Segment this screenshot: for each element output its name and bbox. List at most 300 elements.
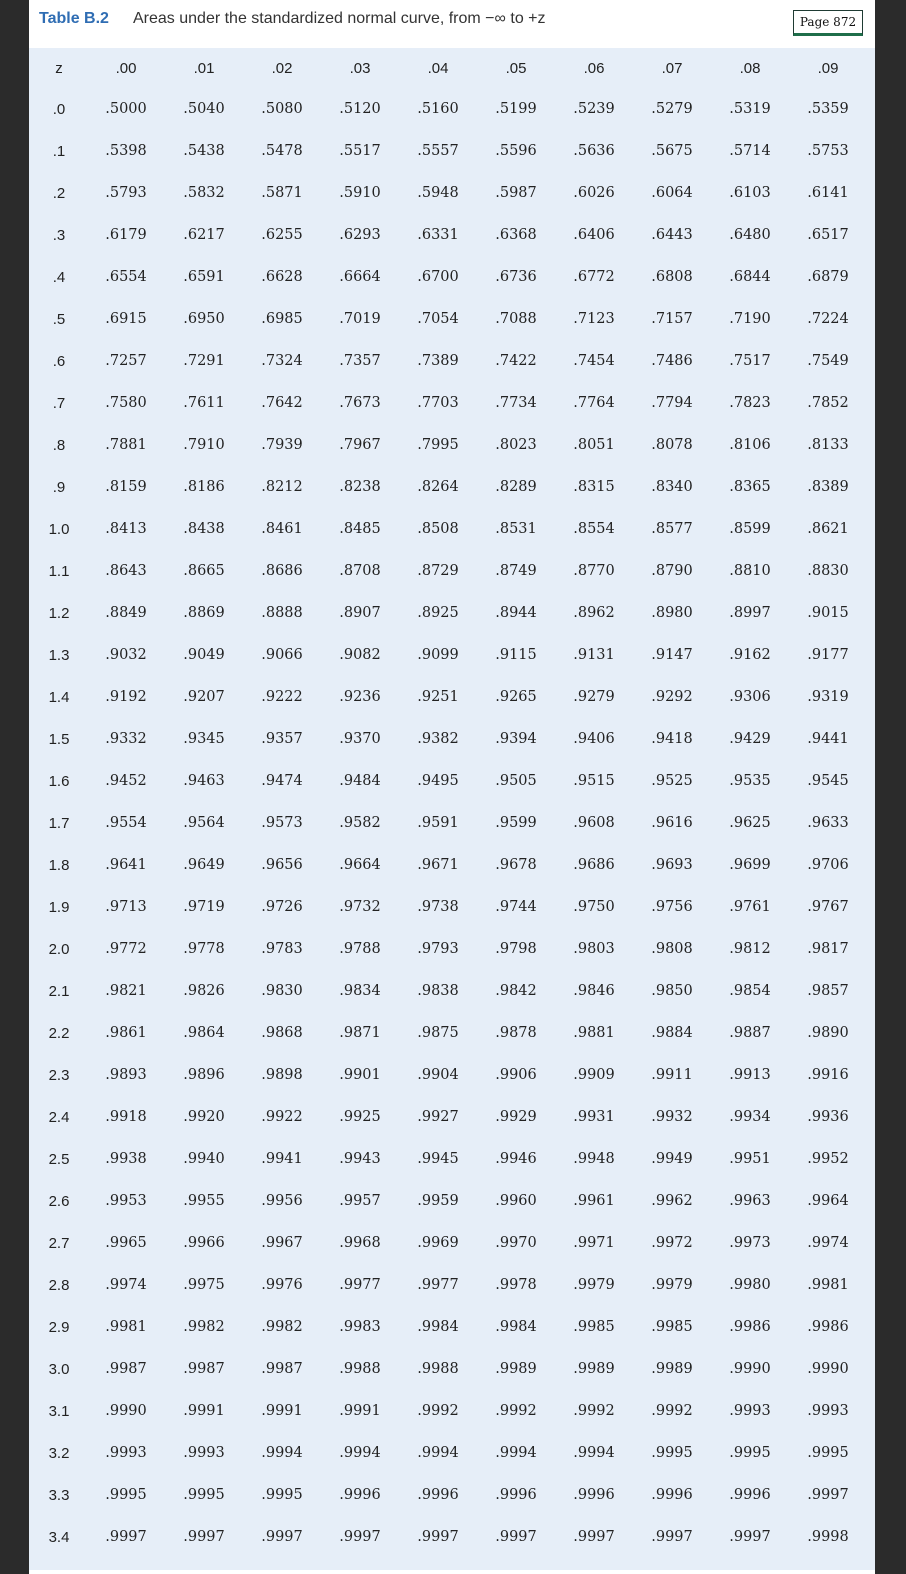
table-caption: Areas under the standardized normal curve, from −∞ to +z [133, 10, 546, 27]
area-value-cell: .9484 [339, 773, 381, 789]
area-value-cell: .6700 [417, 269, 459, 285]
area-value-cell: .6179 [105, 227, 147, 243]
area-value-cell: .9962 [651, 1193, 693, 1209]
area-value-cell: .9850 [651, 983, 693, 999]
area-value-cell: .9994 [261, 1445, 303, 1461]
z-value-cell: 2.4 [48, 1108, 70, 1126]
area-value-cell: .6480 [729, 227, 771, 243]
area-value-cell: .9967 [261, 1235, 303, 1251]
table-row [31, 298, 867, 340]
area-value-cell: .5279 [651, 101, 693, 117]
column-header: .02 [271, 59, 293, 77]
area-value-cell: .9934 [729, 1109, 771, 1125]
area-value-cell: .8365 [729, 479, 771, 495]
area-value-cell: .9970 [495, 1235, 537, 1251]
area-value-cell: .9382 [417, 731, 459, 747]
area-value-cell: .6915 [105, 311, 147, 327]
area-value-cell: .9991 [261, 1403, 303, 1419]
area-value-cell: .9979 [573, 1277, 615, 1293]
area-value-cell: .6255 [261, 227, 303, 243]
area-value-cell: .9945 [417, 1151, 459, 1167]
area-value-cell: .9965 [105, 1235, 147, 1251]
table-row [31, 718, 867, 760]
area-value-cell: .9846 [573, 983, 615, 999]
area-value-cell: .5000 [105, 101, 147, 117]
page-number-badge: Page 872 [793, 10, 863, 36]
area-value-cell: .9940 [183, 1151, 225, 1167]
area-value-cell: .7190 [729, 311, 771, 327]
area-value-cell: .9732 [339, 899, 381, 915]
area-value-cell: .9977 [417, 1277, 459, 1293]
area-value-cell: .9990 [729, 1361, 771, 1377]
area-value-cell: .9830 [261, 983, 303, 999]
table-row [31, 1390, 867, 1432]
area-value-cell: .9177 [807, 647, 849, 663]
area-value-cell: .8708 [339, 563, 381, 579]
area-value-cell: .9608 [573, 815, 615, 831]
area-value-cell: .9997 [261, 1529, 303, 1545]
table-row [31, 1348, 867, 1390]
area-value-cell: .7673 [339, 395, 381, 411]
area-value-cell: .9974 [807, 1235, 849, 1251]
area-value-cell: .5160 [417, 101, 459, 117]
table-row [31, 886, 867, 928]
area-value-cell: .7734 [495, 395, 537, 411]
area-value-cell: .8577 [651, 521, 693, 537]
area-value-cell: .9995 [651, 1445, 693, 1461]
z-value-cell: 2.7 [48, 1234, 70, 1252]
area-value-cell: .7517 [729, 353, 771, 369]
area-value-cell: .5832 [183, 185, 225, 201]
area-value-cell: .9893 [105, 1067, 147, 1083]
area-value-cell: .9985 [573, 1319, 615, 1335]
area-value-cell: .9980 [729, 1277, 771, 1293]
area-value-cell: .6103 [729, 185, 771, 201]
area-value-cell: .6026 [573, 185, 615, 201]
area-value-cell: .9564 [183, 815, 225, 831]
area-value-cell: .9115 [495, 647, 537, 663]
area-value-cell: .9857 [807, 983, 849, 999]
table-row [31, 928, 867, 970]
area-value-cell: .9251 [417, 689, 459, 705]
area-value-cell: .8485 [339, 521, 381, 537]
z-value-cell: 2.6 [48, 1192, 70, 1210]
area-value-cell: .9946 [495, 1151, 537, 1167]
area-value-cell: .9474 [261, 773, 303, 789]
area-value-cell: .9767 [807, 899, 849, 915]
area-value-cell: .9783 [261, 941, 303, 957]
area-value-cell: .8925 [417, 605, 459, 621]
area-value-cell: .9495 [417, 773, 459, 789]
area-value-cell: .9015 [807, 605, 849, 621]
z-value-cell: .8 [52, 436, 66, 454]
area-value-cell: .9948 [573, 1151, 615, 1167]
area-value-cell: .9995 [183, 1487, 225, 1503]
area-value-cell: .9761 [729, 899, 771, 915]
area-value-cell: .9979 [651, 1277, 693, 1293]
area-value-cell: .9826 [183, 983, 225, 999]
area-value-cell: .5793 [105, 185, 147, 201]
area-value-cell: .6950 [183, 311, 225, 327]
z-column-header: z [55, 59, 63, 77]
area-value-cell: .9582 [339, 815, 381, 831]
area-value-cell: .9992 [495, 1403, 537, 1419]
area-value-cell: .7910 [183, 437, 225, 453]
area-value-cell: .9236 [339, 689, 381, 705]
area-value-cell: .5398 [105, 143, 147, 159]
area-value-cell: .9821 [105, 983, 147, 999]
area-value-cell: .9982 [261, 1319, 303, 1335]
table-row [31, 676, 867, 718]
table-row [31, 1474, 867, 1516]
area-value-cell: .9192 [105, 689, 147, 705]
area-value-cell: .9750 [573, 899, 615, 915]
table-row [31, 172, 867, 214]
area-value-cell: .9162 [729, 647, 771, 663]
area-value-cell: .8643 [105, 563, 147, 579]
area-value-cell: .9988 [339, 1361, 381, 1377]
normal-curve-table [31, 48, 867, 1558]
area-value-cell: .9990 [807, 1361, 849, 1377]
z-value-cell: 1.6 [48, 772, 70, 790]
area-value-cell: .8264 [417, 479, 459, 495]
area-value-cell: .9992 [573, 1403, 615, 1419]
area-value-cell: .6368 [495, 227, 537, 243]
area-value-cell: .9986 [807, 1319, 849, 1335]
area-value-cell: .9984 [495, 1319, 537, 1335]
area-value-cell: .8289 [495, 479, 537, 495]
area-value-cell: .9778 [183, 941, 225, 957]
area-value-cell: .7939 [261, 437, 303, 453]
area-value-cell: .9066 [261, 647, 303, 663]
area-value-cell: .8729 [417, 563, 459, 579]
table-row [31, 382, 867, 424]
z-value-cell: 1.9 [48, 898, 70, 916]
area-value-cell: .5080 [261, 101, 303, 117]
area-value-cell: .9756 [651, 899, 693, 915]
area-value-cell: .9952 [807, 1151, 849, 1167]
z-value-cell: .5 [52, 310, 66, 328]
area-value-cell: .9953 [105, 1193, 147, 1209]
z-value-cell: 2.9 [48, 1318, 70, 1336]
table-row [31, 592, 867, 634]
area-value-cell: .9913 [729, 1067, 771, 1083]
area-value-cell: .9981 [105, 1319, 147, 1335]
area-value-cell: .9994 [495, 1445, 537, 1461]
area-value-cell: .9838 [417, 983, 459, 999]
area-value-cell: .9982 [183, 1319, 225, 1335]
area-value-cell: .9898 [261, 1067, 303, 1083]
area-value-cell: .9699 [729, 857, 771, 873]
table-row [31, 1138, 867, 1180]
area-value-cell: .9406 [573, 731, 615, 747]
z-value-cell: 1.4 [48, 688, 70, 706]
area-value-cell: .9878 [495, 1025, 537, 1041]
area-value-cell: .9884 [651, 1025, 693, 1041]
z-value-cell: .3 [52, 226, 66, 244]
area-value-cell: .5359 [807, 101, 849, 117]
area-value-cell: .9554 [105, 815, 147, 831]
z-value-cell: 1.7 [48, 814, 70, 832]
area-value-cell: .5478 [261, 143, 303, 159]
column-header: .05 [505, 59, 527, 77]
area-value-cell: .9941 [261, 1151, 303, 1167]
area-value-cell: .8888 [261, 605, 303, 621]
area-value-cell: .6331 [417, 227, 459, 243]
table-row [31, 1264, 867, 1306]
area-value-cell: .7257 [105, 353, 147, 369]
area-value-cell: .8849 [105, 605, 147, 621]
z-value-cell: 3.0 [48, 1360, 70, 1378]
area-value-cell: .9901 [339, 1067, 381, 1083]
area-value-cell: .9738 [417, 899, 459, 915]
area-value-cell: .7422 [495, 353, 537, 369]
table-header [29, 0, 875, 42]
area-value-cell: .9996 [651, 1487, 693, 1503]
area-value-cell: .5753 [807, 143, 849, 159]
area-value-cell: .9957 [339, 1193, 381, 1209]
area-value-cell: .9996 [495, 1487, 537, 1503]
area-value-cell: .9515 [573, 773, 615, 789]
area-value-cell: .8238 [339, 479, 381, 495]
area-value-cell: .9306 [729, 689, 771, 705]
z-value-cell: 3.4 [48, 1528, 70, 1546]
area-value-cell: .9868 [261, 1025, 303, 1041]
area-value-cell: .9505 [495, 773, 537, 789]
area-value-cell: .8749 [495, 563, 537, 579]
area-value-cell: .9966 [183, 1235, 225, 1251]
area-value-cell: .5557 [417, 143, 459, 159]
area-value-cell: .9995 [105, 1487, 147, 1503]
area-value-cell: .9929 [495, 1109, 537, 1125]
z-value-cell: 1.1 [48, 562, 70, 580]
area-value-cell: .9975 [183, 1277, 225, 1293]
area-value-cell: .9881 [573, 1025, 615, 1041]
area-value-cell: .6064 [651, 185, 693, 201]
area-value-cell: .9960 [495, 1193, 537, 1209]
area-value-cell: .7357 [339, 353, 381, 369]
area-value-cell: .9932 [651, 1109, 693, 1125]
area-value-cell: .8599 [729, 521, 771, 537]
area-value-cell: .9987 [183, 1361, 225, 1377]
area-value-cell: .8508 [417, 521, 459, 537]
area-value-cell: .7088 [495, 311, 537, 327]
area-value-cell: .9983 [339, 1319, 381, 1335]
area-value-cell: .9997 [417, 1529, 459, 1545]
area-value-cell: .9987 [105, 1361, 147, 1377]
area-value-cell: .9861 [105, 1025, 147, 1041]
area-value-cell: .9591 [417, 815, 459, 831]
area-value-cell: .6879 [807, 269, 849, 285]
table-row [31, 844, 867, 886]
area-value-cell: .5319 [729, 101, 771, 117]
area-value-cell: .9817 [807, 941, 849, 957]
column-header: .00 [115, 59, 137, 77]
z-value-cell: .9 [52, 478, 66, 496]
area-value-cell: .8413 [105, 521, 147, 537]
area-value-cell: .9911 [651, 1067, 693, 1083]
area-value-cell: .9986 [729, 1319, 771, 1335]
area-value-cell: .9989 [495, 1361, 537, 1377]
area-value-cell: .9671 [417, 857, 459, 873]
area-value-cell: .8106 [729, 437, 771, 453]
area-value-cell: .9989 [651, 1361, 693, 1377]
area-value-cell: .5040 [183, 101, 225, 117]
area-value-cell: .9616 [651, 815, 693, 831]
area-value-cell: .9993 [183, 1445, 225, 1461]
area-value-cell: .9625 [729, 815, 771, 831]
area-value-cell: .5871 [261, 185, 303, 201]
table-row [31, 802, 867, 844]
table-row [31, 1516, 867, 1558]
area-value-cell: .9993 [729, 1403, 771, 1419]
area-value-cell: .9864 [183, 1025, 225, 1041]
table-row [31, 1306, 867, 1348]
area-value-cell: .9971 [573, 1235, 615, 1251]
z-value-cell: .2 [52, 184, 66, 202]
area-value-cell: .9997 [651, 1529, 693, 1545]
area-value-cell: .6217 [183, 227, 225, 243]
area-value-cell: .6808 [651, 269, 693, 285]
area-value-cell: .7157 [651, 311, 693, 327]
area-value-cell: .7123 [573, 311, 615, 327]
area-value-cell: .5948 [417, 185, 459, 201]
area-value-cell: .9686 [573, 857, 615, 873]
area-value-cell: .5636 [573, 143, 615, 159]
area-value-cell: .7019 [339, 311, 381, 327]
area-value-cell: .9525 [651, 773, 693, 789]
area-value-cell: .9956 [261, 1193, 303, 1209]
area-value-cell: .9969 [417, 1235, 459, 1251]
area-value-cell: .9987 [261, 1361, 303, 1377]
area-value-cell: .8944 [495, 605, 537, 621]
area-value-cell: .9834 [339, 983, 381, 999]
area-value-cell: .9418 [651, 731, 693, 747]
area-value-cell: .9997 [573, 1529, 615, 1545]
area-value-cell: .9463 [183, 773, 225, 789]
area-value-cell: .7881 [105, 437, 147, 453]
z-value-cell: 1.5 [48, 730, 70, 748]
z-value-cell: 2.5 [48, 1150, 70, 1168]
area-value-cell: .9997 [807, 1487, 849, 1503]
area-value-cell: .9678 [495, 857, 537, 873]
table-header-row [31, 48, 867, 88]
z-value-cell: 3.1 [48, 1402, 70, 1420]
z-value-cell: 3.3 [48, 1486, 70, 1504]
area-value-cell: .9996 [339, 1487, 381, 1503]
area-value-cell: .9972 [651, 1235, 693, 1251]
column-header: .09 [817, 59, 839, 77]
area-value-cell: .9994 [339, 1445, 381, 1461]
z-value-cell: 1.8 [48, 856, 70, 874]
area-value-cell: .7054 [417, 311, 459, 327]
area-value-cell: .8907 [339, 605, 381, 621]
area-value-cell: .9984 [417, 1319, 459, 1335]
area-value-cell: .9918 [105, 1109, 147, 1125]
area-value-cell: .9535 [729, 773, 771, 789]
area-value-cell: .6406 [573, 227, 615, 243]
area-value-cell: .8980 [651, 605, 693, 621]
area-value-cell: .5517 [339, 143, 381, 159]
area-value-cell: .9996 [729, 1487, 771, 1503]
table-row [31, 130, 867, 172]
area-value-cell: .7794 [651, 395, 693, 411]
area-value-cell: .9978 [495, 1277, 537, 1293]
area-value-cell: .9985 [651, 1319, 693, 1335]
z-value-cell: 2.3 [48, 1066, 70, 1084]
area-value-cell: .6664 [339, 269, 381, 285]
area-value-cell: .6141 [807, 185, 849, 201]
area-value-cell: .5438 [183, 143, 225, 159]
area-value-cell: .9927 [417, 1109, 459, 1125]
area-value-cell: .9925 [339, 1109, 381, 1125]
area-value-cell: .9452 [105, 773, 147, 789]
area-value-cell: .9981 [807, 1277, 849, 1293]
area-value-cell: .8078 [651, 437, 693, 453]
area-value-cell: .7324 [261, 353, 303, 369]
area-value-cell: .9656 [261, 857, 303, 873]
area-value-cell: .9938 [105, 1151, 147, 1167]
area-value-cell: .8133 [807, 437, 849, 453]
area-value-cell: .9279 [573, 689, 615, 705]
area-value-cell: .9772 [105, 941, 147, 957]
column-header: .03 [349, 59, 371, 77]
area-value-cell: .8810 [729, 563, 771, 579]
area-value-cell: .8790 [651, 563, 693, 579]
area-value-cell: .9788 [339, 941, 381, 957]
z-value-cell: 2.1 [48, 982, 70, 1000]
area-value-cell: .6443 [651, 227, 693, 243]
area-value-cell: .9973 [729, 1235, 771, 1251]
z-value-cell: 1.2 [48, 604, 70, 622]
z-value-cell: 1.3 [48, 646, 70, 664]
area-value-cell: .6772 [573, 269, 615, 285]
area-value-cell: .6985 [261, 311, 303, 327]
area-value-cell: .9345 [183, 731, 225, 747]
area-value-cell: .8461 [261, 521, 303, 537]
area-value-cell: .9871 [339, 1025, 381, 1041]
area-value-cell: .9131 [573, 647, 615, 663]
area-value-cell: .9803 [573, 941, 615, 957]
area-value-cell: .9990 [105, 1403, 147, 1419]
area-value-cell: .9357 [261, 731, 303, 747]
area-value-cell: .9633 [807, 815, 849, 831]
area-value-cell: .9920 [183, 1109, 225, 1125]
area-value-cell: .9842 [495, 983, 537, 999]
area-value-cell: .7454 [573, 353, 615, 369]
area-value-cell: .9429 [729, 731, 771, 747]
area-value-cell: .5120 [339, 101, 381, 117]
area-value-cell: .5239 [573, 101, 615, 117]
area-value-cell: .9319 [807, 689, 849, 705]
area-value-cell: .7486 [651, 353, 693, 369]
table-row [31, 340, 867, 382]
area-value-cell: .9641 [105, 857, 147, 873]
area-value-cell: .9147 [651, 647, 693, 663]
z-value-cell: .1 [52, 142, 66, 160]
area-value-cell: .9963 [729, 1193, 771, 1209]
area-value-cell: .8770 [573, 563, 615, 579]
table-row [31, 760, 867, 802]
area-value-cell: .9997 [105, 1529, 147, 1545]
table-row [31, 634, 867, 676]
area-value-cell: .8962 [573, 605, 615, 621]
z-value-cell: 2.2 [48, 1024, 70, 1042]
column-header: .08 [739, 59, 761, 77]
table-row [31, 1222, 867, 1264]
table-row [31, 1054, 867, 1096]
area-value-cell: .9896 [183, 1067, 225, 1083]
